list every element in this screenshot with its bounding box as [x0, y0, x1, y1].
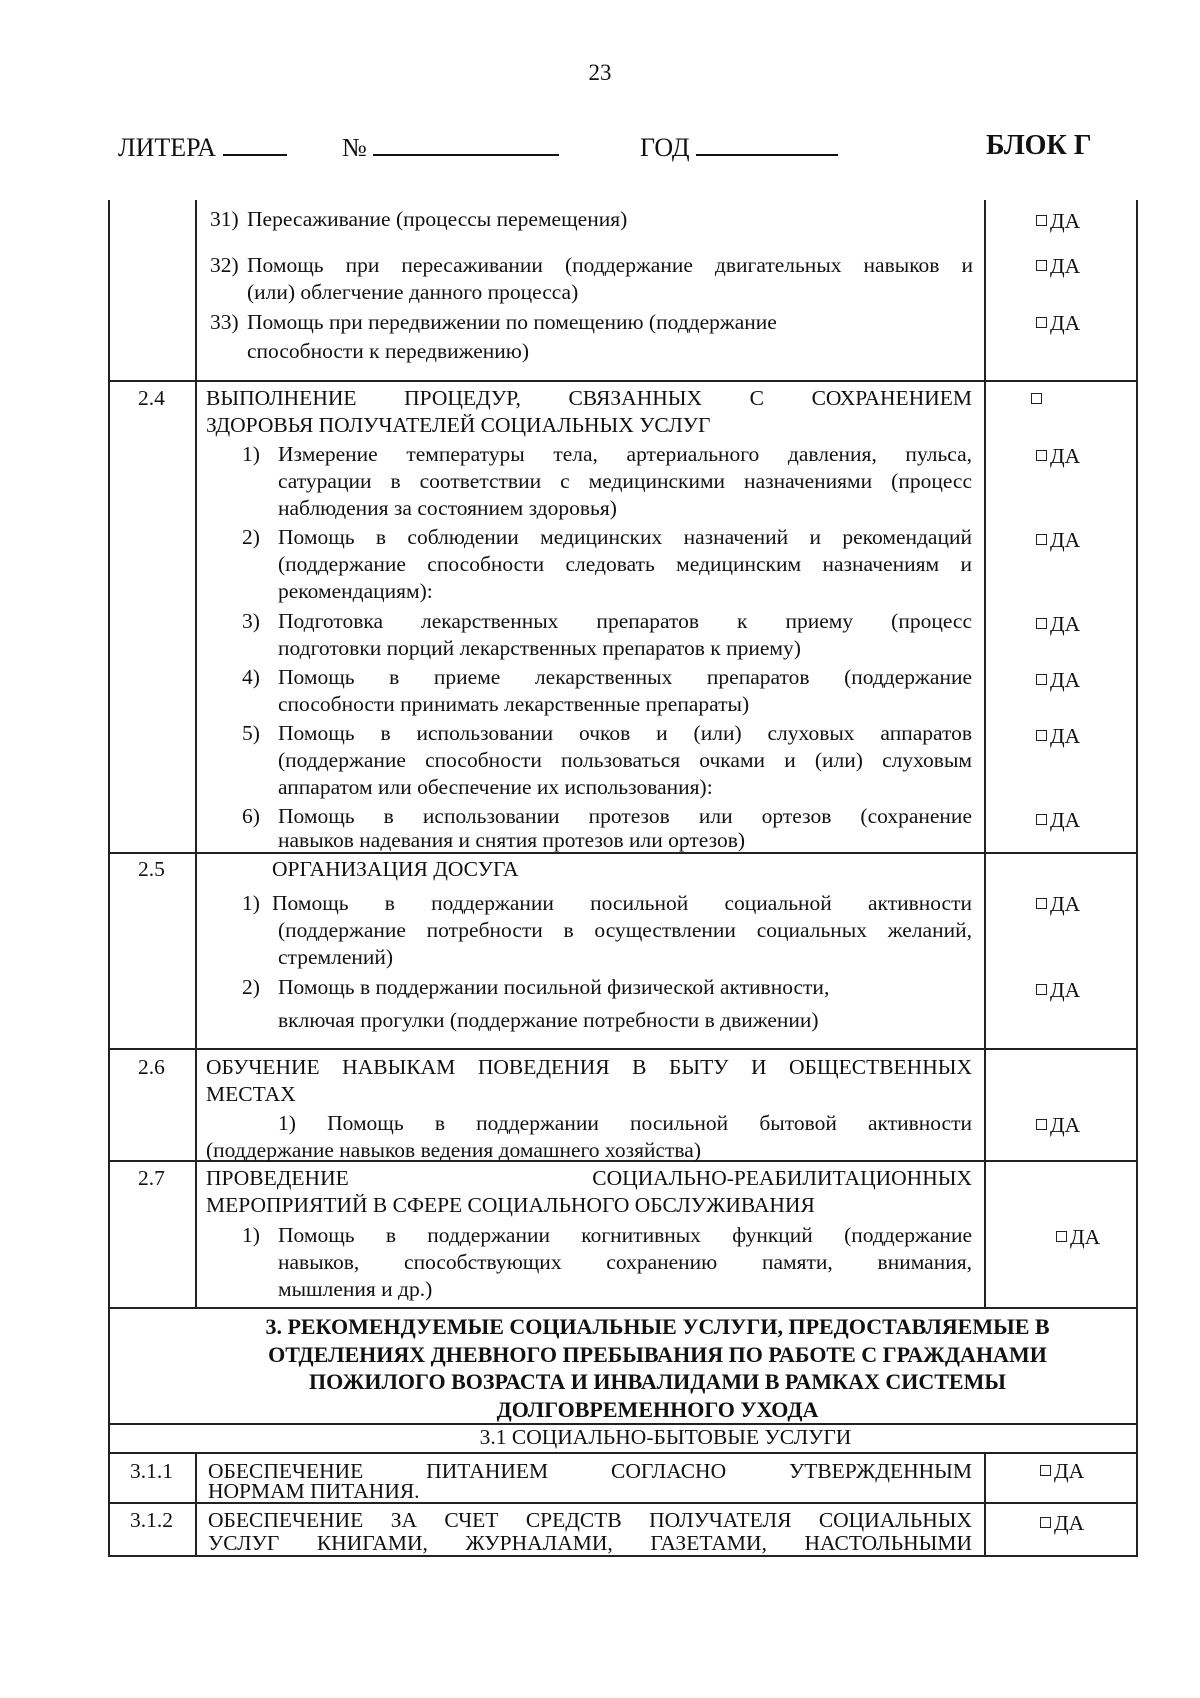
- yes-label: ДА: [1050, 1113, 1081, 1137]
- section-heading-line: 3. РЕКОМЕНДУЕМЫЕ СОЦИАЛЬНЫЕ УСЛУГИ, ПРЕДОСТАВЛЯЕМЫЕ В: [265, 1314, 1050, 1339]
- yes-checkbox[interactable]: [1036, 807, 1080, 833]
- litera-label: ЛИТЕРА: [118, 133, 217, 162]
- row-title: МЕРОПРИЯТИЙ В СФЕРЕ СОЦИАЛЬНОГО ОБСЛУЖИВАНИЯ: [206, 1193, 815, 1217]
- item-number: 33): [210, 310, 239, 334]
- checkbox-icon[interactable]: [1036, 984, 1047, 995]
- item-text: наблюдения за состоянием здоровья): [278, 496, 617, 520]
- yes-checkbox[interactable]: [1036, 208, 1080, 234]
- row-divider: [108, 1452, 1138, 1454]
- item-text: (поддержание способности следовать медицинским назначениям и: [278, 552, 972, 576]
- item-text: включая прогулки (поддержание потребности в движении): [278, 1008, 819, 1032]
- yes-checkbox[interactable]: [1040, 1458, 1084, 1484]
- row-number: 2.4: [138, 386, 165, 410]
- checkbox-icon[interactable]: [1036, 618, 1047, 629]
- yes-label: ДА: [1050, 892, 1081, 916]
- item-text: Помощь при пересаживании (поддержание двигательных навыков и: [247, 253, 973, 277]
- checkbox-icon[interactable]: [1036, 534, 1047, 545]
- yes-label: ДА: [1050, 668, 1081, 692]
- checkbox-icon[interactable]: [1031, 393, 1042, 404]
- checkbox-icon[interactable]: [1040, 1465, 1051, 1476]
- item-text: навыков, способствующих сохранению памяти, внимания,: [278, 1250, 972, 1274]
- item-text: мышления и др.): [278, 1277, 433, 1301]
- yes-checkbox[interactable]: [1036, 253, 1080, 279]
- item-number: 1): [242, 1223, 260, 1247]
- yes-label: ДА: [1050, 311, 1081, 335]
- item-text: стремлений): [278, 945, 394, 969]
- item-number: 2): [242, 975, 260, 999]
- yes-label: ДА: [1050, 978, 1081, 1002]
- item-text: Помощь при передвижении по помещению (поддержание: [247, 310, 777, 334]
- yes-label: ДА: [1050, 612, 1081, 636]
- item-text: Помощь в поддержании когнитивных функций (поддержание: [278, 1223, 972, 1247]
- yes-checkbox[interactable]: [1036, 611, 1080, 637]
- item-number: 4): [242, 665, 260, 689]
- checkbox-icon[interactable]: [1036, 1119, 1047, 1130]
- item-text: (поддержание потребности в осуществлении социальных желаний,: [278, 918, 972, 942]
- checkbox[interactable]: [1031, 386, 1045, 412]
- year-label: ГОД: [640, 133, 690, 162]
- yes-checkbox[interactable]: [1036, 310, 1080, 336]
- item-number: 1): [242, 891, 260, 915]
- item-text: навыков надевания и снятия протезов или ортезов): [278, 828, 746, 852]
- yes-checkbox[interactable]: [1036, 891, 1080, 917]
- yes-label: ДА: [1050, 808, 1081, 832]
- row-title: ОБУЧЕНИЕ НАВЫКАМ ПОВЕДЕНИЯ В БЫТУ И ОБЩЕСТВЕННЫХ: [206, 1055, 972, 1079]
- item-text: Подготовка лекарственных препаратов к приему (процесс: [278, 609, 972, 633]
- row-title: НОРМАМ ПИТАНИЯ.: [208, 1479, 420, 1503]
- checkbox-icon[interactable]: [1036, 814, 1047, 825]
- item-number: 1): [242, 442, 260, 466]
- item-number: 6): [242, 804, 260, 828]
- section-heading-line: ДОЛГОВРЕМЕННОГО УХОДА: [496, 1397, 819, 1422]
- item-text: способности принимать лекарственные препараты): [278, 692, 750, 716]
- row-title: ВЫПОЛНЕНИЕ ПРОЦЕДУР, СВЯЗАННЫХ С СОХРАНЕНИЕМ: [206, 386, 972, 410]
- yes-checkbox[interactable]: [1040, 1510, 1084, 1536]
- row-number: 3.1.2: [130, 1508, 173, 1532]
- checkbox-icon[interactable]: [1036, 674, 1047, 685]
- block-label: БЛОК Г: [986, 130, 1092, 161]
- yes-checkbox[interactable]: [1036, 723, 1080, 749]
- item-text: Помощь в использовании очков и (или) слуховых аппаратов: [278, 721, 972, 745]
- item-number: 3): [242, 609, 260, 633]
- item-text: способности к передвижению): [247, 339, 529, 363]
- item-text: Пересаживание (процессы перемещения): [247, 207, 628, 231]
- section-heading-line: ПОЖИЛОГО ВОЗРАСТА И ИНВАЛИДАМИ В РАМКАХ СИСТЕМЫ: [309, 1369, 1006, 1394]
- checkbox-icon[interactable]: [1036, 317, 1047, 328]
- item-text: 1) Помощь в поддержании посильной бытовой активности: [278, 1111, 972, 1135]
- row-title: ЗДОРОВЬЯ ПОЛУЧАТЕЛЕЙ СОЦИАЛЬНЫХ УСЛУГ: [206, 413, 711, 437]
- row-title: ОБЕСПЕЧЕНИЕ ПИТАНИЕМ СОГЛАСНО УТВЕРЖДЕННЫМ: [208, 1459, 972, 1483]
- row-title: ОРГАНИЗАЦИЯ ДОСУГА: [272, 857, 519, 881]
- row-title: ПРОВЕДЕНИЕ СОЦИАЛЬНО-РЕАБИЛИТАЦИОННЫХ: [206, 1166, 972, 1190]
- item-text: рекомендациям):: [278, 579, 433, 603]
- yes-label: ДА: [1050, 209, 1081, 233]
- row-divider: [108, 1307, 1138, 1309]
- row-title: ОБЕСПЕЧЕНИЕ ЗА СЧЕТ СРЕДСТВ ПОЛУЧАТЕЛЯ СОЦИАЛЬНЫХ: [208, 1508, 972, 1532]
- item-text: Помощь в соблюдении медицинских назначений и рекомендаций: [278, 525, 972, 549]
- litera-blank: [223, 130, 287, 156]
- litera-field: [118, 130, 287, 163]
- row-number: 2.6: [138, 1055, 165, 1079]
- item-text: Помощь в поддержании посильной физической активности,: [278, 975, 830, 999]
- row-number: 2.5: [138, 857, 165, 881]
- table-border-left: [108, 200, 110, 1555]
- column-divider-check: [984, 200, 986, 1307]
- yes-checkbox[interactable]: [1036, 527, 1080, 553]
- yes-label: ДА: [1054, 1511, 1085, 1535]
- row-divider: [108, 1048, 1138, 1050]
- page-number: 23: [588, 60, 612, 85]
- item-text: (поддержание способности пользоваться очками и (или) слуховым: [278, 748, 972, 772]
- item-text: Помощь в поддержании посильной социальной активности: [272, 891, 972, 915]
- row-title: МЕСТАХ: [206, 1082, 296, 1106]
- checkbox-icon[interactable]: [1036, 260, 1047, 271]
- yes-checkbox[interactable]: [1036, 667, 1080, 693]
- yes-checkbox[interactable]: [1056, 1224, 1100, 1250]
- item-number: 2): [242, 525, 260, 549]
- yes-label: ДА: [1050, 254, 1081, 278]
- number-field: [342, 130, 559, 163]
- item-text: подготовки порций лекарственных препаратов к приему): [278, 636, 801, 660]
- item-number: 5): [242, 721, 260, 745]
- yes-label: ДА: [1050, 528, 1081, 552]
- subsection-heading: 3.1 СОЦИАЛЬНО-БЫТОВЫЕ УСЛУГИ: [479, 1425, 852, 1449]
- yes-label: ДА: [1050, 724, 1081, 748]
- item-text: Помощь в приеме лекарственных препаратов (поддержание: [278, 665, 972, 689]
- checkbox-icon[interactable]: [1036, 450, 1047, 461]
- item-text: (поддержание навыков ведения домашнего хозяйства): [206, 1138, 701, 1162]
- column-divider-num: [195, 200, 197, 1307]
- item-text: аппаратом или обеспечение их использования):: [278, 775, 713, 799]
- item-number: 31): [210, 207, 239, 231]
- yes-label: ДА: [1050, 444, 1081, 468]
- checkbox-icon[interactable]: [1040, 1517, 1051, 1528]
- year-field: [640, 130, 838, 163]
- yes-checkbox[interactable]: [1036, 977, 1080, 1003]
- checkbox-icon[interactable]: [1036, 730, 1047, 741]
- yes-checkbox[interactable]: [1036, 1112, 1080, 1138]
- item-text: Помощь в использовании протезов или ортезов (сохранение: [278, 804, 972, 828]
- row-number: 3.1.1: [130, 1459, 173, 1483]
- yes-label: ДА: [1070, 1225, 1101, 1249]
- row-number: 2.7: [138, 1166, 165, 1190]
- year-blank: [696, 130, 838, 156]
- item-text: (или) облегчение данного процесса): [247, 280, 579, 304]
- checkbox-icon[interactable]: [1036, 215, 1047, 226]
- section-heading-line: ОТДЕЛЕНИЯХ ДНЕВНОГО ПРЕБЫВАНИЯ ПО РАБОТЕ С ГРАЖДАНАМИ: [268, 1342, 1047, 1367]
- item-text: Измерение температуры тела, артериального давления, пульса,: [278, 442, 972, 466]
- row-divider: [108, 380, 1138, 382]
- number-blank: [373, 130, 559, 156]
- yes-label: ДА: [1054, 1459, 1085, 1483]
- number-label: №: [342, 133, 367, 162]
- row-title: УСЛУГ КНИГАМИ, ЖУРНАЛАМИ, ГАЗЕТАМИ, НАСТОЛЬНЫМИ: [208, 1531, 972, 1555]
- item-text: сатурации в соответствии с медицинскими назначениями (процесс: [278, 469, 972, 493]
- item-number: 32): [210, 253, 239, 277]
- checkbox-icon[interactable]: [1056, 1231, 1067, 1242]
- yes-checkbox[interactable]: [1036, 443, 1080, 469]
- checkbox-icon[interactable]: [1036, 898, 1047, 909]
- table-border-right: [1136, 200, 1138, 1555]
